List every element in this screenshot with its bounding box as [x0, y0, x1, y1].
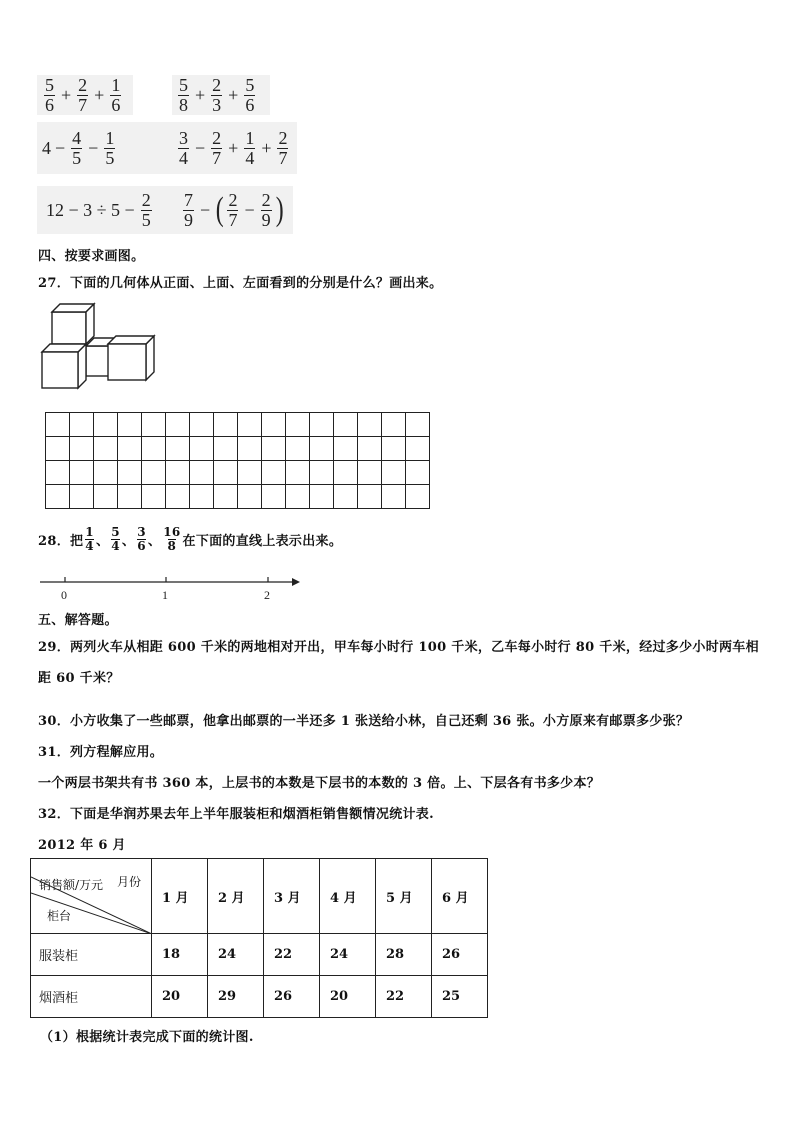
grid-cell[interactable]	[190, 461, 214, 485]
grid-cell[interactable]	[334, 437, 358, 461]
header-month: 月份	[117, 875, 142, 889]
grid-cell[interactable]	[382, 461, 406, 485]
grid-cell[interactable]	[310, 461, 334, 485]
grid-cell[interactable]	[334, 461, 358, 485]
grid-cell[interactable]	[358, 485, 382, 509]
grid-cell[interactable]	[406, 437, 430, 461]
grid-cell[interactable]	[382, 437, 406, 461]
grid-row	[46, 437, 430, 461]
table-corner-header	[31, 859, 152, 934]
expression-3: 4 − $\frac{4}{5}$ − $\frac{1}{5}$	[42, 127, 115, 168]
grid-cell[interactable]	[262, 485, 286, 509]
question-32: 32．下面是华润苏果去年上半年服装柜和烟酒柜销售额情况统计表.	[38, 807, 434, 822]
question-28: 28．把 1 4 、 5 4 、 3 6 、 16 8 在下面的直线上表示出来。	[38, 525, 343, 554]
expression-4: $\frac{3}{4}$ − $\frac{2}{7}$ + $\frac{1}{4}$ + $\frac{2}{7}$	[179, 127, 288, 168]
grid-cell[interactable]	[142, 485, 166, 509]
grid-cell[interactable]	[238, 485, 262, 509]
grid-cell[interactable]	[190, 485, 214, 509]
grid-cell[interactable]	[358, 461, 382, 485]
expression-1: $\frac{5}{6}$ + $\frac{2}{7}$ + $\frac{1}{6}$	[45, 74, 121, 115]
grid-cell[interactable]	[286, 485, 310, 509]
grid-cell[interactable]	[142, 437, 166, 461]
grid-cell[interactable]	[406, 461, 430, 485]
grid-cell[interactable]	[310, 437, 334, 461]
grid-cell[interactable]	[382, 413, 406, 437]
table-cell: 24	[320, 934, 376, 976]
grid-cell[interactable]	[358, 437, 382, 461]
grid-cell[interactable]	[166, 461, 190, 485]
grid-cell[interactable]	[286, 413, 310, 437]
header-sales: 销售额/万元	[39, 878, 104, 892]
grid-cell[interactable]	[118, 413, 142, 437]
grid-cell[interactable]	[94, 485, 118, 509]
month-header: 1 月	[152, 859, 208, 934]
question-29-line2: 距 60 千米？	[38, 671, 120, 686]
question-30: 30．小方收集了一些邮票，他拿出邮票的一半还多 1 张送给小林，自己还剩 36 张。小方原来有邮票多少张？	[38, 714, 690, 729]
grid-cell[interactable]	[70, 413, 94, 437]
grid-cell[interactable]	[190, 413, 214, 437]
grid-cell[interactable]	[94, 461, 118, 485]
table-row	[31, 976, 488, 1018]
grid-cell[interactable]	[118, 437, 142, 461]
grid-cell[interactable]	[70, 461, 94, 485]
table-cell: 22	[376, 976, 432, 1018]
table-cell: 18	[152, 934, 208, 976]
grid-cell[interactable]	[46, 485, 70, 509]
table-row	[31, 934, 488, 976]
grid-cell[interactable]	[262, 437, 286, 461]
grid-cell[interactable]	[94, 437, 118, 461]
grid-cell[interactable]	[70, 485, 94, 509]
tick-label-0: 0	[61, 588, 67, 602]
grid-cell[interactable]	[214, 461, 238, 485]
table-cell: 24	[208, 934, 264, 976]
question-29-line1: 29．两列火车从相距 600 千米的两地相对开出，甲车每小时行 100 千米，乙车每小时行 80 千米，经过多少小时两车相	[38, 640, 759, 655]
question-31-title: 31．列方程解应用。	[38, 745, 164, 760]
table-cell: 28	[376, 934, 432, 976]
grid-cell[interactable]	[94, 413, 118, 437]
table-cell: 26	[432, 934, 488, 976]
row-label: 烟酒柜	[31, 976, 152, 1018]
sales-table	[30, 858, 488, 1018]
grid-row	[46, 485, 430, 509]
drawing-grid[interactable]	[45, 412, 430, 509]
grid-cell[interactable]	[310, 413, 334, 437]
month-header: 4 月	[320, 859, 376, 934]
grid-cell[interactable]	[286, 437, 310, 461]
table-cell: 29	[208, 976, 264, 1018]
table-cell: 26	[264, 976, 320, 1018]
month-header: 2 月	[208, 859, 264, 934]
grid-row	[46, 461, 430, 485]
grid-cell[interactable]	[358, 413, 382, 437]
row-label: 服装柜	[31, 934, 152, 976]
grid-cell[interactable]	[238, 461, 262, 485]
question-31-text: 一个两层书架共有书 360 本，上层书的本数是下层书的本数的 3 倍。上、下层各有书多少本？	[38, 776, 601, 791]
grid-cell[interactable]	[262, 413, 286, 437]
grid-cell[interactable]	[46, 461, 70, 485]
month-header: 6 月	[432, 859, 488, 934]
number-line	[38, 573, 300, 603]
tick-label-1: 1	[162, 588, 168, 602]
grid-cell[interactable]	[286, 461, 310, 485]
grid-cell[interactable]	[406, 485, 430, 509]
table-cell: 22	[264, 934, 320, 976]
section-5-title: 五、解答题。	[38, 613, 118, 628]
grid-cell[interactable]	[334, 485, 358, 509]
grid-row	[46, 413, 430, 437]
grid-cell[interactable]	[238, 437, 262, 461]
table-cell: 25	[432, 976, 488, 1018]
grid-cell[interactable]	[238, 413, 262, 437]
tick-label-2: 2	[264, 588, 270, 602]
question-32-sub1: （1）根据统计表完成下面的统计图.	[40, 1030, 254, 1045]
table-date: 2012 年 6 月	[38, 838, 126, 853]
table-cell: 20	[152, 976, 208, 1018]
grid-cell[interactable]	[166, 437, 190, 461]
grid-cell[interactable]	[142, 413, 166, 437]
grid-cell[interactable]	[118, 485, 142, 509]
grid-cell[interactable]	[214, 485, 238, 509]
grid-cell[interactable]	[118, 461, 142, 485]
section-4-title: 四、按要求画图。	[38, 249, 145, 264]
grid-cell[interactable]	[214, 413, 238, 437]
grid-cell[interactable]	[190, 437, 214, 461]
cube-solid-figure	[40, 300, 165, 392]
grid-cell[interactable]	[334, 413, 358, 437]
grid-cell[interactable]	[406, 413, 430, 437]
month-header: 3 月	[264, 859, 320, 934]
grid-cell[interactable]	[214, 437, 238, 461]
expression-2: $\frac{5}{8}$ + $\frac{2}{3}$ + $\frac{5}{6}$	[179, 74, 255, 115]
grid-cell[interactable]	[46, 437, 70, 461]
grid-cell[interactable]	[310, 485, 334, 509]
grid-cell[interactable]	[262, 461, 286, 485]
grid-cell[interactable]	[142, 461, 166, 485]
grid-cell[interactable]	[166, 413, 190, 437]
grid-cell[interactable]	[70, 437, 94, 461]
expression-5: 12 − 3 ÷ 5 − $\frac{2}{5}$	[46, 189, 151, 230]
header-counter: 柜台	[47, 909, 72, 923]
question-27: 27．下面的几何体从正面、上面、左面看到的分别是什么？画出来。	[38, 276, 443, 291]
month-header: 5 月	[376, 859, 432, 934]
grid-cell[interactable]	[382, 485, 406, 509]
grid-cell[interactable]	[46, 413, 70, 437]
grid-cell[interactable]	[166, 485, 190, 509]
expression-6: $\frac{7}{9}$ − ( $\frac{2}{7}$ − $\frac{2}{9}$ )	[184, 189, 284, 230]
table-cell: 20	[320, 976, 376, 1018]
